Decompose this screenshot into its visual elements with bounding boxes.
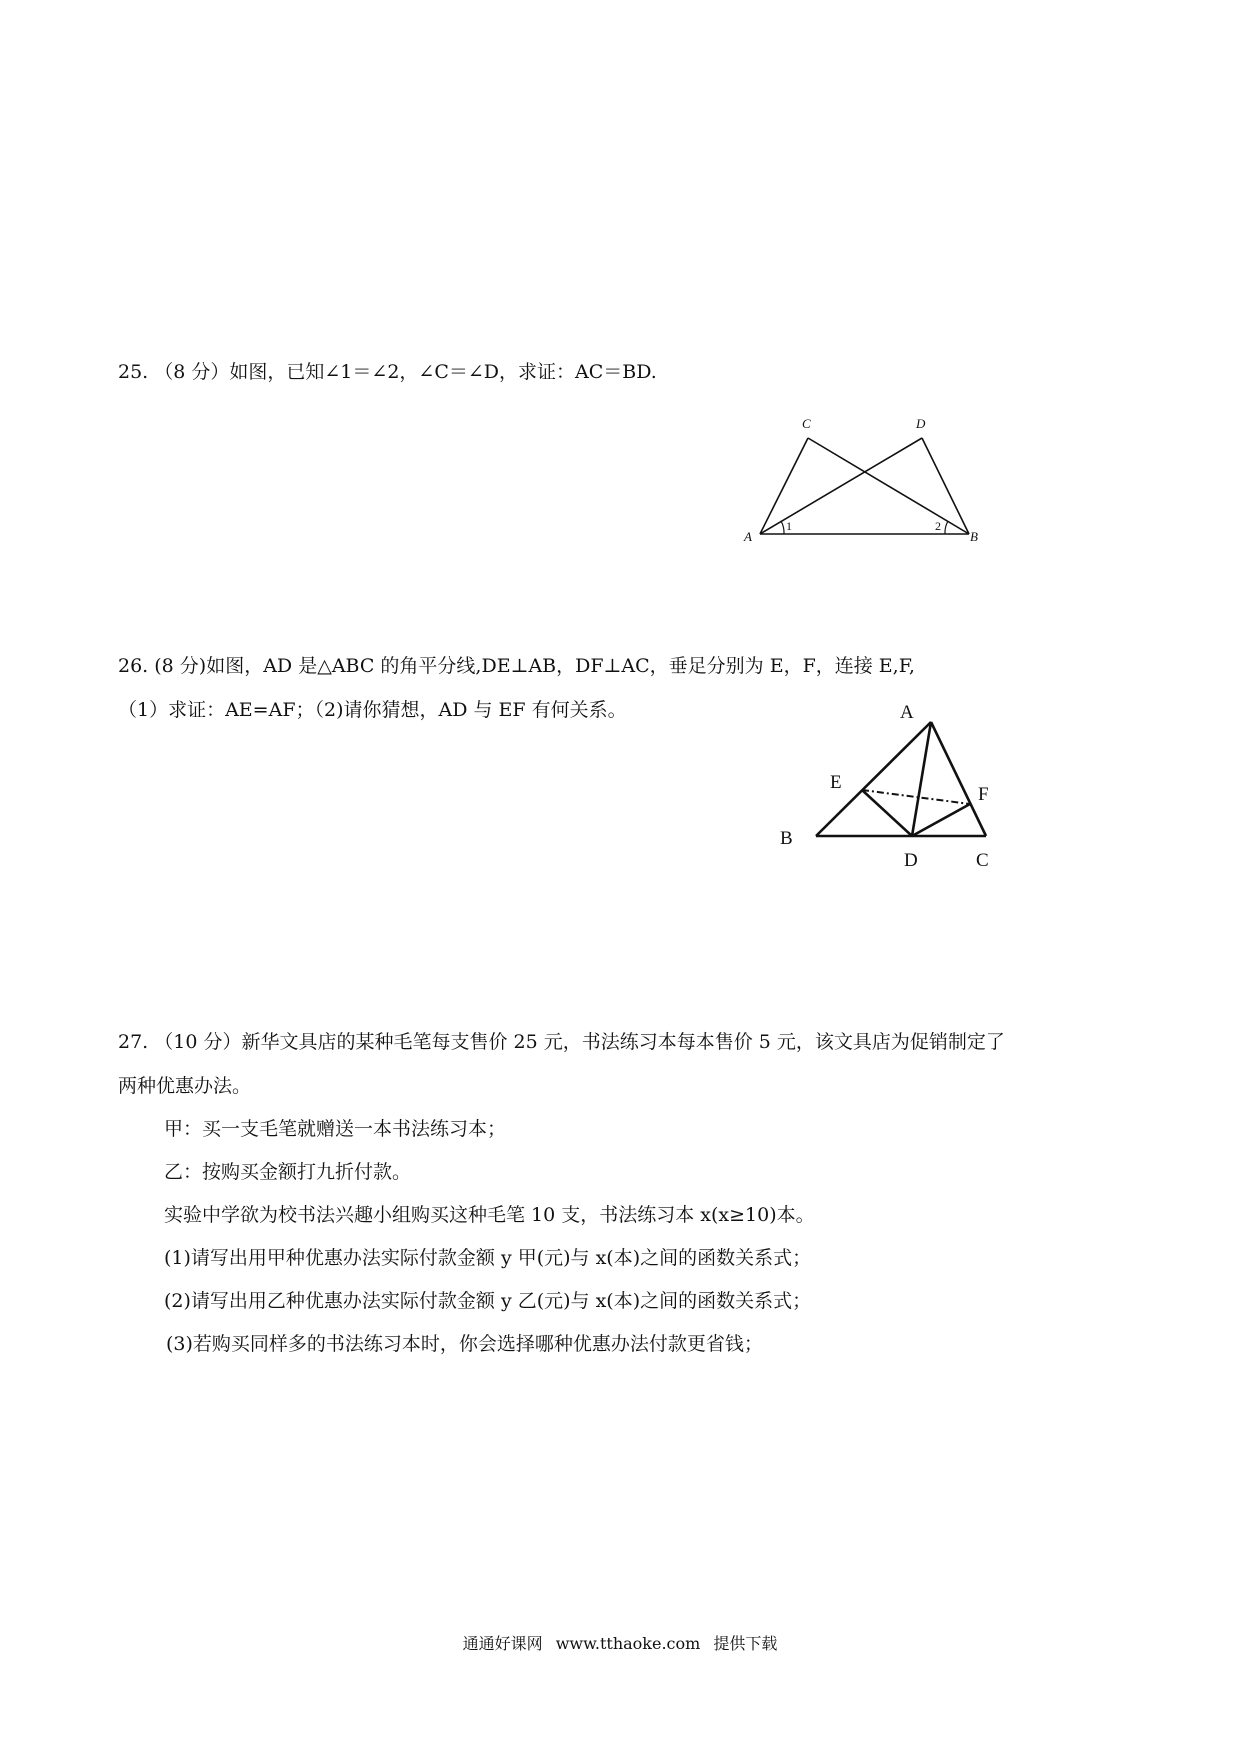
label-angle-1: 1 xyxy=(786,519,792,533)
question-27-line-1: 27. （10 分）新华文具店的某种毛笔每支售价 25 元，书法练习本每本售价 5 元，该文具店为促销制定了 xyxy=(118,1031,1005,1053)
footer-suffix: 提供下载 xyxy=(713,1634,778,1653)
question-25-text: 25. （8 分）如图，已知∠1＝∠2，∠C＝∠D，求证：AC＝BD. xyxy=(118,361,657,383)
label-f: F xyxy=(978,784,989,805)
segment-df xyxy=(912,804,970,836)
angle-2-arc xyxy=(945,521,948,534)
footer-site-name: 通通好课网 xyxy=(462,1634,543,1653)
question-27-option-b: 乙：按购买金额打九折付款。 xyxy=(164,1161,412,1183)
label-c: C xyxy=(802,416,811,431)
segment-de xyxy=(862,790,912,836)
question-26-figure xyxy=(760,700,1020,884)
question-25-figure xyxy=(732,408,992,552)
figure-25-svg xyxy=(732,408,992,548)
label-a: A xyxy=(900,702,914,723)
label-a: A xyxy=(744,529,752,544)
question-27-context: 实验中学欲为校书法兴趣小组购买这种毛笔 10 支，书法练习本 x(x≥10)本。 xyxy=(164,1204,815,1226)
question-27-part-3: (3)若购买同样多的书法练习本时，你会选择哪种优惠办法付款更省钱； xyxy=(166,1333,763,1355)
label-d: D xyxy=(904,850,918,871)
angle-1-arc xyxy=(781,521,784,534)
label-angle-2: 2 xyxy=(935,519,941,533)
question-27-line-2: 两种优惠办法。 xyxy=(118,1075,252,1097)
label-b: B xyxy=(970,529,978,544)
segment-ef xyxy=(862,790,970,804)
question-27-part-2: (2)请写出用乙种优惠办法实际付款金额 y 乙(元)与 x(本)之间的函数关系式； xyxy=(164,1290,812,1312)
label-d: D xyxy=(916,416,926,431)
label-c: C xyxy=(976,850,989,871)
question-27-part-1: (1)请写出用甲种优惠办法实际付款金额 y 甲(元)与 x(本)之间的函数关系式； xyxy=(164,1247,812,1269)
question-26-line-2: （1）求证：AE=AF；（2)请你猜想，AD 与 EF 有何关系。 xyxy=(118,699,627,721)
question-27-option-a: 甲：买一支毛笔就赠送一本书法练习本； xyxy=(164,1118,507,1140)
figure-26-svg xyxy=(760,700,1020,880)
page-footer xyxy=(0,1633,1240,1655)
segment-ac xyxy=(931,722,986,836)
label-b: B xyxy=(780,828,793,849)
label-e: E xyxy=(830,772,842,793)
footer-url[interactable]: www.tthaoke.com xyxy=(555,1634,701,1653)
question-26-line-1: 26. (8 分)如图，AD 是△ABC 的角平分线,DE⊥AB，DF⊥AC，垂足分别为 E，F，连接 E,F, xyxy=(118,655,915,677)
